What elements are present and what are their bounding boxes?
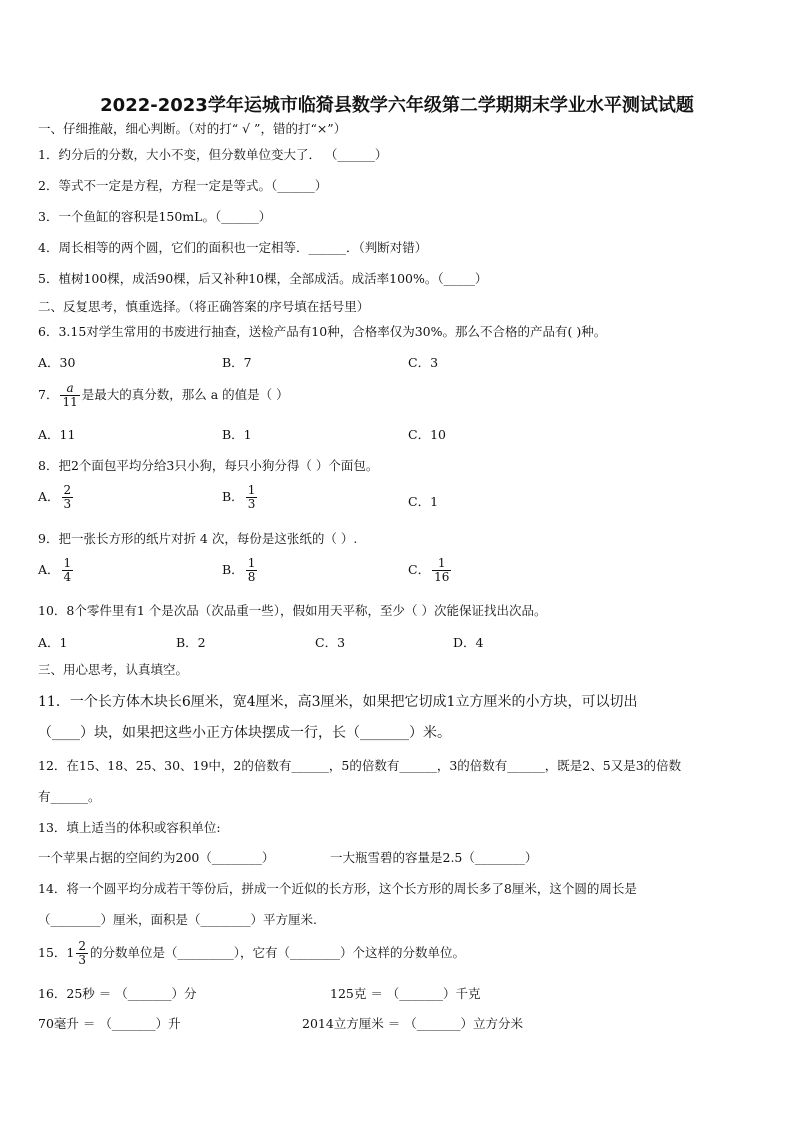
q7-option-a: A．11: [38, 427, 76, 442]
q7-option-b: B．1: [222, 427, 252, 442]
question-6: 6．3.15对学生常用的书废进行抽查，送检产品有10种，合格率仅为30%。那么不合格的产品有( )种。: [38, 324, 607, 339]
q8-option-a: [38, 484, 75, 510]
q15-whole-number: 1: [66, 944, 75, 960]
q8-option-b-fraction: [246, 484, 258, 510]
question-16-item-d: 2014立方厘米 ＝ （_______）立方分米: [302, 1016, 524, 1031]
question-16-item-b: 125克 ＝ （_______）千克: [330, 986, 481, 1001]
q8-option-a-denominator: 3: [63, 496, 72, 511]
q6-option-b: B．7: [222, 355, 252, 370]
q7-option-c: C．10: [408, 427, 446, 442]
q9-option-a-label: A．: [38, 561, 60, 577]
question-16-item-a: 16．25秒 ＝ （_______）分: [38, 986, 197, 1001]
question-15: [38, 940, 465, 966]
question-4: 4．周长相等的两个圆，它们的面积也一定相等．______．（判断对错）: [38, 240, 428, 255]
q9-option-a-numerator: 1: [63, 556, 72, 570]
q9-option-b-numerator: 1: [247, 556, 256, 570]
question-7: [38, 382, 289, 408]
question-13-item-a: 一个苹果占据的空间约为200（________）: [38, 850, 275, 865]
q8-option-b-numerator: 1: [247, 483, 256, 497]
q9-option-c-label: C．: [408, 561, 431, 577]
q8-option-b-label: B．: [222, 488, 244, 504]
q15-fraction-denominator: 3: [78, 952, 86, 967]
q9-option-b-denominator: 8: [247, 569, 256, 584]
question-8: 8．把2个面包平均分给3只小狗，每只小狗分得（ ）个面包。: [38, 458, 379, 473]
question-11-line-1: 11．一个长方体木块长6厘米，宽4厘米，高3厘米，如果把它切成1立方厘米的小方块，可以切出: [38, 694, 638, 710]
question-3: 3．一个鱼缸的容积是150mL。（______）: [38, 209, 272, 224]
q6-option-c: C．3: [408, 355, 439, 370]
q7-text: 是最大的真分数，那么 a 的值是（ ）: [81, 386, 289, 402]
question-5: 5．植树100棵，成活90棵，后又补种10棵，全部成活。成活率100%。（_____）: [38, 271, 488, 286]
q9-option-c-fraction: [432, 557, 451, 583]
q8-option-a-fraction: [62, 484, 74, 510]
q15-fraction: [76, 940, 88, 966]
q15-fraction-numerator: 2: [78, 939, 86, 953]
question-13-item-b: 一大瓶雪碧的容量是2.5（________）: [330, 850, 538, 865]
q8-option-c: C．1: [408, 494, 439, 509]
q7-fraction-numerator: a: [60, 382, 79, 396]
q8-option-b-denominator: 3: [247, 496, 256, 511]
q10-option-c: C．3: [315, 635, 346, 650]
q15-text: 的分数单位是（_________），它有（________）个这样的分数单位。: [90, 944, 466, 960]
question-11-line-2: （____）块，如果把这些小正方体块摆成一行，长（_______）米。: [38, 725, 451, 741]
q10-option-d: D．4: [453, 635, 484, 650]
q6-option-a: A．30: [38, 355, 76, 370]
question-12-line-2: 有______。: [38, 789, 101, 804]
q9-option-b-fraction: [246, 557, 258, 583]
question-10: 10．8个零件里有1 个是次品（次品重一些），假如用天平称，至少（ ）次能保证找出次品。: [38, 603, 547, 618]
section-3-heading: 三、用心思考，认真填空。: [38, 662, 189, 677]
question-12-line-1: 12．在15、18、25、30、19中，2的倍数有______，5的倍数有______，3的倍数有______，既是2、5又是3的倍数: [38, 758, 682, 773]
q8-option-b: [222, 484, 259, 510]
q7-fraction-denominator: 11: [62, 394, 78, 409]
q9-option-c: [408, 557, 453, 583]
section-1-heading: 一、仔细推敲，细心判断。（对的打“ √ ”，错的打“×”）: [38, 121, 347, 136]
q9-option-b: [222, 557, 259, 583]
page-title: 2022-2023学年运城市临猗县数学六年级第二学期期末学业水平测试试题: [100, 95, 694, 116]
question-1: 1．约分后的分数，大小不变，但分数单位变大了． （______）: [38, 147, 388, 162]
q7-number: 7．: [38, 386, 59, 402]
question-16-item-c: 70毫升 ＝ （_______）升: [38, 1016, 181, 1031]
question-14-line-2: （________）厘米，面积是（________）平方厘米.: [38, 912, 317, 927]
q9-option-b-label: B．: [222, 561, 244, 577]
q10-option-b: B．2: [176, 635, 206, 650]
q8-option-a-numerator: 2: [63, 483, 72, 497]
q10-option-a: A．1: [38, 635, 68, 650]
question-13: 13．填上适当的体积或容积单位:: [38, 820, 221, 835]
q9-option-a-fraction: [62, 557, 74, 583]
question-9: 9．把一张长方形的纸片对折 4 次，每份是这张纸的（ ）.: [38, 531, 358, 546]
q9-option-a: [38, 557, 75, 583]
section-2-heading: 二、反复思考，慎重选择。（将正确答案的序号填在括号里）: [38, 299, 370, 314]
question-14-line-1: 14．将一个圆平均分成若干等份后，拼成一个近似的长方形，这个长方形的周长多了8厘米，这个圆的周长是: [38, 881, 637, 896]
q7-fraction: [60, 382, 79, 408]
q8-option-a-label: A．: [38, 488, 60, 504]
q9-option-c-denominator: 16: [434, 569, 450, 584]
q15-number: 15．: [38, 944, 67, 960]
question-2: 2．等式不一定是方程，方程一定是等式。（______）: [38, 178, 328, 193]
q9-option-c-numerator: 1: [432, 557, 451, 571]
q9-option-a-denominator: 4: [63, 569, 72, 584]
